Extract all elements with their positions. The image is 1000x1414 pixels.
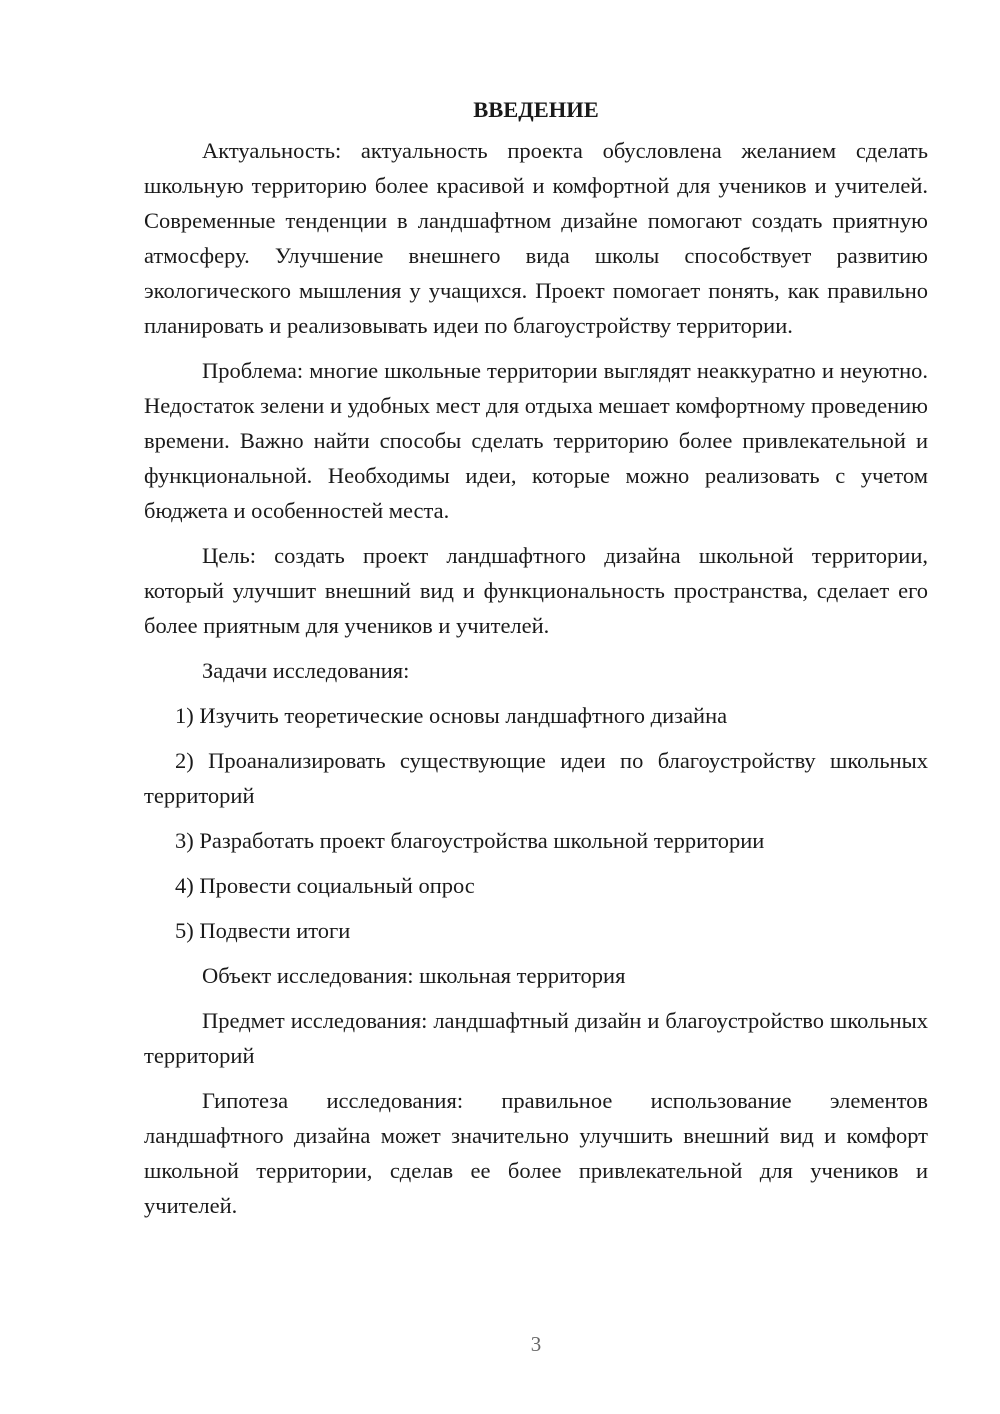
page-number: 3 — [530, 1332, 542, 1356]
task-item: 2) Проанализировать существующие идеи по благоустройству школьных территорий — [144, 748, 928, 808]
goal-paragraph: Цель: создать проект ландшафтного дизайна школьной территории, который улучшит внешний вид и функциональность пространства, сделает его более приятным для учеников и учителей. — [144, 543, 928, 638]
task-item: 1) Изучить теоретические основы ландшафтного дизайна — [175, 703, 728, 728]
task-item: 4) Провести социальный опрос — [175, 873, 475, 898]
object-paragraph: Объект исследования: школьная территория — [202, 963, 626, 988]
page-title: ВВЕДЕНИЕ — [473, 97, 599, 122]
task-item: 3) Разработать проект благоустройства школьной территории — [175, 828, 765, 853]
relevance-paragraph: Актуальность: актуальность проекта обусловлена желанием сделать школьную территорию более красивой и комфортной для учеников и учителей. Современные тенденции в ландшафтном дизайне помогают создать приятную атмосферу. Улучшение внешнего вида школы способствует развитию экологического мышления у учащихся. Проект помогает понять, как правильно планировать и реализовывать идеи по благоустройству территории. — [144, 138, 928, 338]
problem-paragraph: Проблема: многие школьные территории выглядят неаккуратно и неуютно. Недостаток зелени и удобных мест для отдыха мешает комфортному проведению времени. Важно найти способы сделать территорию более привлекательной и функциональной. Необходимы идеи, которые можно реализовать с учетом бюджета и особенностей места. — [144, 358, 928, 523]
page-content — [144, 92, 928, 1233]
hypothesis-paragraph: Гипотеза исследования: правильное использование элементов ландшафтного дизайна может значительно улучшить внешний вид и комфорт школьной территории, сделав ее более привлекательной для учеников и учителей. — [144, 1088, 928, 1218]
tasks-title: Задачи исследования: — [202, 658, 410, 683]
task-item: 5) Подвести итоги — [175, 918, 351, 943]
subject-paragraph: Предмет исследования: ландшафтный дизайн и благоустройство школьных территорий — [144, 1008, 928, 1068]
